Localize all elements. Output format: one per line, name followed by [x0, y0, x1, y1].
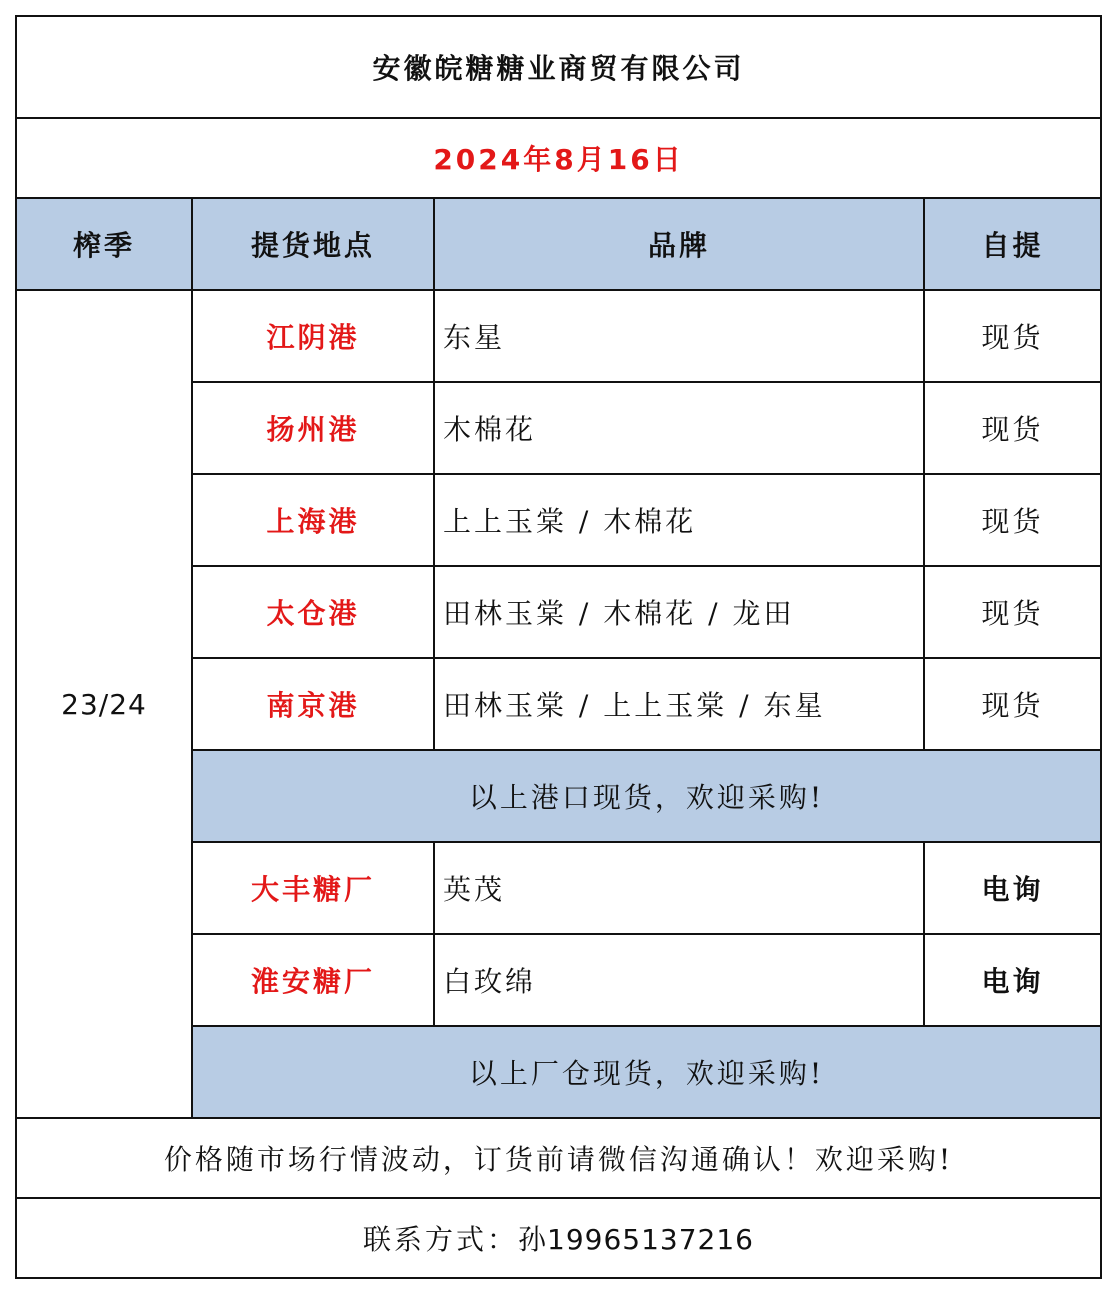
location-cell: 淮安糖厂 — [192, 934, 434, 1026]
header-season: 榨季 — [16, 198, 192, 290]
company-title: 安徽皖糖糖业商贸有限公司 — [16, 16, 1101, 118]
location-cell: 大丰糖厂 — [192, 842, 434, 934]
pickup-cell: 现货 — [924, 382, 1101, 474]
header-pickup: 自提 — [924, 198, 1101, 290]
brand-cell: 木棉花 — [434, 382, 924, 474]
pickup-cell: 现货 — [924, 290, 1101, 382]
table-row — [16, 290, 1101, 382]
date-label: 2024年8月16日 — [16, 118, 1101, 198]
pickup-cell: 现货 — [924, 566, 1101, 658]
pickup-cell: 现货 — [924, 658, 1101, 750]
brand-cell: 白玫绵 — [434, 934, 924, 1026]
pickup-cell: 电询 — [924, 842, 1101, 934]
price-table — [15, 15, 1102, 1279]
price-note: 价格随市场行情波动，订货前请微信沟通确认！欢迎采购! — [16, 1118, 1101, 1198]
header-location: 提货地点 — [192, 198, 434, 290]
port-note: 以上港口现货，欢迎采购! — [192, 750, 1101, 842]
location-cell: 上海港 — [192, 474, 434, 566]
brand-cell: 东星 — [434, 290, 924, 382]
brand-cell: 田林玉棠 / 木棉花 / 龙田 — [434, 566, 924, 658]
brand-cell: 上上玉棠 / 木棉花 — [434, 474, 924, 566]
location-cell: 扬州港 — [192, 382, 434, 474]
header-brand: 品牌 — [434, 198, 924, 290]
location-cell: 太仓港 — [192, 566, 434, 658]
pickup-cell: 现货 — [924, 474, 1101, 566]
location-cell: 江阴港 — [192, 290, 434, 382]
pickup-cell: 电询 — [924, 934, 1101, 1026]
brand-cell: 田林玉棠 / 上上玉棠 / 东星 — [434, 658, 924, 750]
factory-note: 以上厂仓现货，欢迎采购! — [192, 1026, 1101, 1118]
season-cell: 23/24 — [16, 290, 192, 1118]
contact-info — [16, 1198, 1101, 1278]
location-cell: 南京港 — [192, 658, 434, 750]
contact-value: 孙19965137216 — [518, 1223, 754, 1256]
contact-label: 联系方式： — [363, 1223, 519, 1256]
brand-cell: 英茂 — [434, 842, 924, 934]
